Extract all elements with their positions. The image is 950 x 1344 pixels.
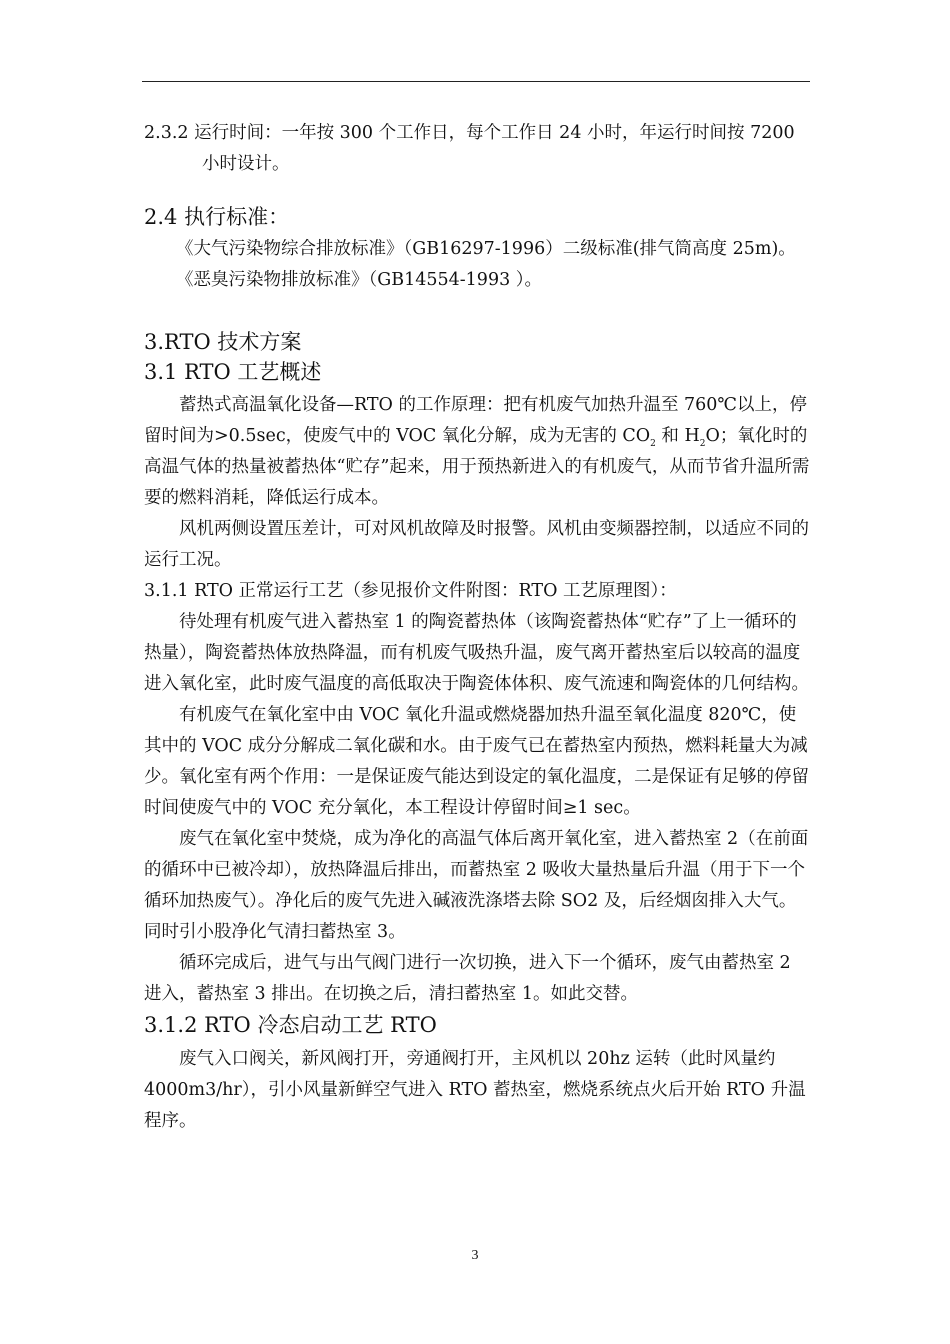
paragraph-2-3-2: 2.3.2 运行时间：一年按 300 个工作日，每个工作日 24 小时，年运行时间按 7200 小时设计。 (144, 123, 795, 174)
principle-text-b: 和 H (655, 426, 700, 446)
heading-2-4: 2.4 执行标准： (144, 205, 290, 229)
header-rule (142, 81, 810, 82)
principle-text-a: 蓄热式高温氧化设备—RTO 的工作原理：把有机废气加热升温至 760℃以上，停留时间为>0.5sec，使废气中的 VOC 氧化分解，成为无害的 CO (144, 395, 807, 446)
standard-2: 《恶臭污染物排放标准》（GB14554-1993 ）。 (176, 270, 543, 290)
h2o-subscript: 2 (699, 439, 706, 449)
paragraph-normal-3: 废气在氧化室中焚烧，成为净化的高温气体后离开氧化室，进入蓄热室 2（在前面的循环中已被冷却），放热降温后排出，而蓄热室 2 吸收大量热量后升温（用于下一个循环加热废气）。净化后的废气先进入碱液洗涤塔去除 SO2 及，后经烟囱排入大气。同时引小股净化气清扫蓄热室 3。 (144, 829, 809, 942)
paragraph-normal-2: 有机废气在氧化室中由 VOC 氧化升温或燃烧器加热升温至氧化温度 820℃，使其中的 VOC 成分分解成二氧化碳和水。由于废气已在蓄热室内预热，燃料耗量大为减少。氧化室有两个作用：一是保证废气能达到设定的氧化温度，二是保证有足够的停留时间使废气中的 VOC 充分氧化，本工程设计停留时间≥1 sec。 (144, 705, 809, 818)
paragraph-rto-principle (144, 390, 810, 514)
standard-1: 《大气污染物综合排放标准》（GB16297-1996）二级标准(排气筒高度 25m)。 (176, 239, 796, 259)
heading-3: 3.RTO 技术方案 (144, 330, 302, 354)
co2-subscript: 2 (650, 439, 656, 449)
heading-3-1-1: 3.1.1 RTO 正常运行工艺（参见报价文件附图：RTO 工艺原理图）： (144, 581, 677, 601)
page-number: 3 (471, 1248, 479, 1263)
heading-3-1-2: 3.1.2 RTO 冷态启动工艺 RTO (144, 1013, 437, 1037)
principle-text-c: O；氧化时的高温气体的热量被蓄热体“贮存”起来，用于预热新进入的有机废气，从而节省升温所需要的燃料消耗，降低运行成本。 (144, 426, 810, 508)
paragraph-fan: 风机两侧设置压差计，可对风机故障及时报警。风机由变频器控制，以适应不同的运行工况。 (144, 519, 809, 570)
heading-3-1: 3.1 RTO 工艺概述 (144, 360, 322, 384)
paragraph-cold-start: 废气入口阀关，新风阀打开，旁通阀打开，主风机以 20hz 运转（此时风量约 4000m3/hr），引小风量新鲜空气进入 RTO 蓄热室，燃烧系统点火后开始 RTO 升温程序。 (144, 1049, 806, 1131)
document-body (144, 118, 810, 1137)
paragraph-normal-4: 循环完成后，进气与出气阀门进行一次切换，进入下一个循环，废气由蓄热室 2 进入，蓄热室 3 排出。在切换之后，清扫蓄热室 1。如此交替。 (144, 953, 791, 1004)
paragraph-normal-1: 待处理有机废气进入蓄热室 1 的陶瓷蓄热体（该陶瓷蓄热体“贮存”了上一循环的热量），陶瓷蓄热体放热降温，而有机废气吸热升温，废气离开蓄热室后以较高的温度进入氧化室，此时废气温度的高低取决于陶瓷体体积、废气流速和陶瓷体的几何结构。 (144, 612, 809, 694)
